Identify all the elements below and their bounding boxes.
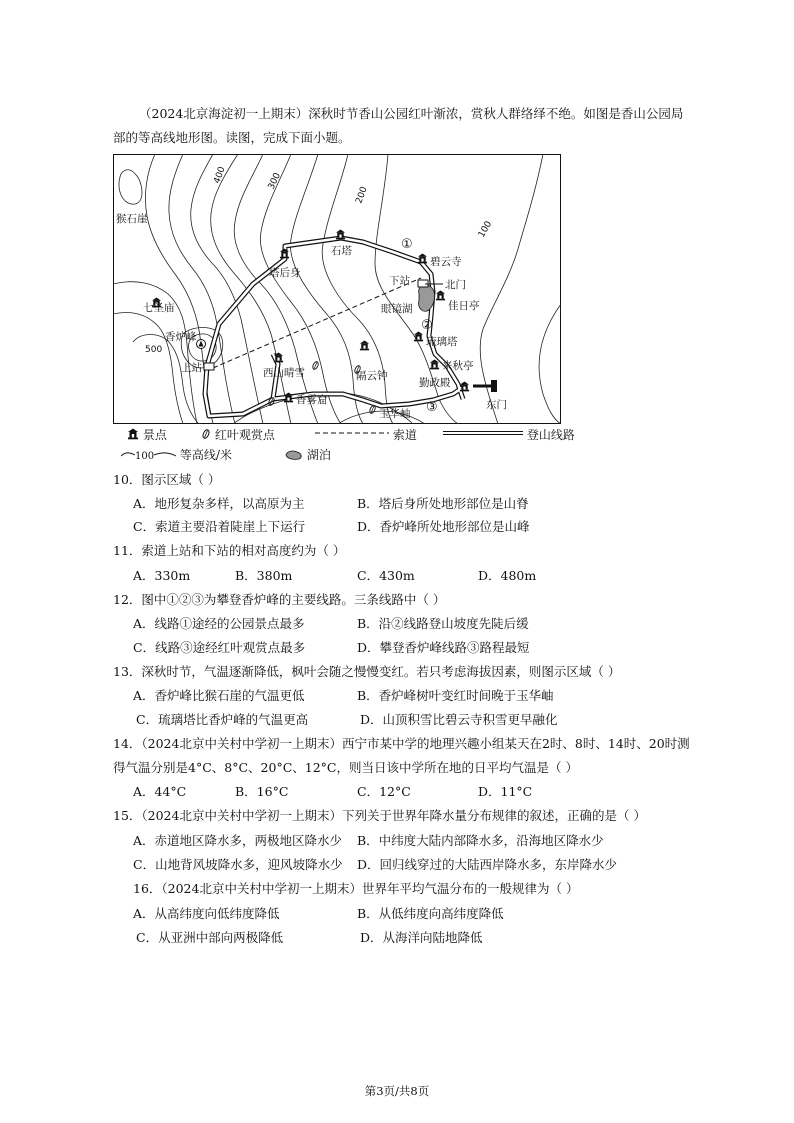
route-3-label: ③ (426, 400, 438, 415)
q10-option-b: B．塔后身所处地形部位是山脊 (357, 496, 529, 511)
q16-option-a: A．从高纬度向低纬度降低 (133, 906, 280, 921)
page-footer: 第3页/共8页 (364, 1084, 430, 1098)
map-legend (113, 425, 673, 465)
route-icon (443, 429, 523, 437)
contour-map (113, 154, 561, 424)
q15-option-b: B．中纬度大陆内部降水多，沿海地区降水少 (357, 833, 604, 848)
route-1-label: ① (401, 237, 413, 252)
q13-option-c: C．琉璃塔比香炉峰的气温更高 (136, 712, 309, 727)
q16-option-d: D．从海洋向陆地降低 (360, 930, 483, 945)
label-xiazhan: 下站 (389, 275, 410, 287)
q16-option-c: C．从亚洲中部向两极降低 (136, 930, 284, 945)
q11-option-c: C．430m (357, 568, 415, 583)
q13-option-a: A．香炉峰比猴石崖的气温更低 (133, 688, 305, 703)
q15-option-c: C．山地背风坡降水多，迎风坡降水少 (133, 857, 343, 872)
intro-paragraph: （2024北京海淀初一上期末）深秋时节香山公园红叶渐浓，赏秋人群络绎不绝。如图是香山公园局部的等高线地形图。读图，完成下面小题。 (113, 106, 684, 145)
label-xishanqingxue: 西山晴雪 (263, 367, 305, 379)
label-liulita: 琉璃塔 (426, 336, 458, 348)
question-10: 10．图示区域（ ） (113, 472, 221, 487)
label-beimen: 北门 (445, 279, 466, 291)
q15-option-a: A．赤道地区降水多，两极地区降水少 (133, 833, 343, 848)
cableway-icon (315, 429, 389, 437)
question-12: 12．图中①②③为攀登香炉峰的主要线路。三条线路中（ ） (113, 592, 446, 607)
question-13: 13．深秋时节，气温逐渐降低，枫叶会随之慢慢变红。若只考虑海拔因素，则图示区域（ ） (113, 664, 621, 679)
label-jiarting: 佳日亭 (448, 300, 480, 312)
label-geyunzhong: 隔云钟 (356, 370, 388, 382)
question-14-line-1: 14．（2024北京中关村中学初一上期末）西宁市某中学的地理兴趣小组某天在2时、8时、14时、20时测 (113, 736, 690, 751)
lake-icon (285, 450, 303, 460)
q13-option-d: D．山顶积雪比碧云寺积雪更早融化 (360, 712, 558, 727)
contour-icon (121, 450, 135, 458)
label-qishengmiao: 七圣庙 (143, 302, 175, 314)
q11-option-a: A．330m (133, 568, 191, 583)
question-16: 16．（2024北京中关村中学初一上期末）世界年平均气温分布的一般规律为（ ） (133, 881, 579, 896)
q15-option-d: D．回归线穿过的大陆西岸降水多，东岸降水少 (357, 857, 618, 872)
leaf-icon (201, 428, 211, 440)
legend-route: 登山线路 (443, 425, 575, 445)
q12-option-a: A．线路①途经的公园景点最多 (133, 616, 305, 631)
q14-option-d: D．11°C (478, 784, 533, 799)
legend-scenic: 景点 (127, 425, 167, 445)
q14-option-a: A．44°C (133, 784, 187, 799)
label-biyunsi: 碧云寺 (430, 256, 462, 268)
xianglufeng-marker (197, 340, 206, 349)
q10-option-d: D．香炉峰所处地形部位是山峰 (357, 519, 530, 534)
label-shita: 石塔 (331, 245, 352, 257)
contour-label-300: 300 (266, 171, 283, 192)
q14-option-b: B．16°C (235, 784, 289, 799)
legend-lake: 湖泊 (285, 445, 331, 465)
question-14-line-2: 得气温分别是4°C、8°C、20°C、12°C，则当日该中学所在地的日平均气温是（ ） (113, 760, 578, 775)
q13-option-b: B．香炉峰树叶变红时间晚于玉华岫 (357, 688, 554, 703)
legend-redleaf: 红叶观赏点 (201, 425, 275, 445)
route-2-label: ② (421, 318, 433, 333)
label-dongmen: 东门 (486, 399, 507, 411)
label-xiangwuku: 香雾窟 (296, 394, 328, 406)
contour-label-400: 400 (212, 165, 228, 186)
q11-option-b: B．380m (235, 568, 293, 583)
contour-label-100: 100 (476, 219, 495, 240)
label-laiqiuting: 来秋亭 (442, 360, 474, 372)
question-15: 15．（2024北京中关村中学初一上期末）下列关于世界年降水量分布规律的叙述，正确的是（ ） (113, 808, 646, 823)
q14-option-c: C．12°C (357, 784, 411, 799)
q12-option-b: B．沿②线路登山坡度先陡后缓 (357, 616, 529, 631)
label-qinzhengdian: 勤政殿 (419, 377, 451, 389)
contour-icon (154, 450, 176, 458)
q10-option-c: C．索道主要沿着陡崖上下运行 (133, 519, 306, 534)
upper-station-marker (204, 363, 214, 370)
label-shangzhan: 上站 (181, 362, 202, 374)
q11-option-d: D．480m (478, 568, 537, 583)
question-11: 11．索道上站和下站的相对高度约为（ ） (113, 543, 346, 558)
pavilion-icon (127, 428, 139, 440)
label-tahoushen: 塔后身 (269, 267, 301, 279)
contour-label-500: 500 (145, 345, 163, 355)
label-yanjinghu: 眼镜湖 (381, 303, 413, 315)
q16-option-b: B．从低纬度向高纬度降低 (357, 906, 504, 921)
q12-option-c: C．线路③途经红叶观赏点最多 (133, 640, 306, 655)
q12-option-d: D．攀登香炉峰线路③路程最短 (357, 640, 530, 655)
legend-contour: 100 等高线/米 (121, 445, 232, 465)
label-housizai: 猴石崖 (116, 213, 148, 225)
label-xianglufeng: 香炉峰 (165, 331, 197, 343)
legend-cableway: 索道 (315, 425, 417, 445)
contour-label-200: 200 (354, 185, 370, 206)
q10-option-a: A．地形复杂多样，以高原为主 (133, 496, 305, 511)
label-yuhuaxiu: 玉华岫 (379, 408, 411, 420)
